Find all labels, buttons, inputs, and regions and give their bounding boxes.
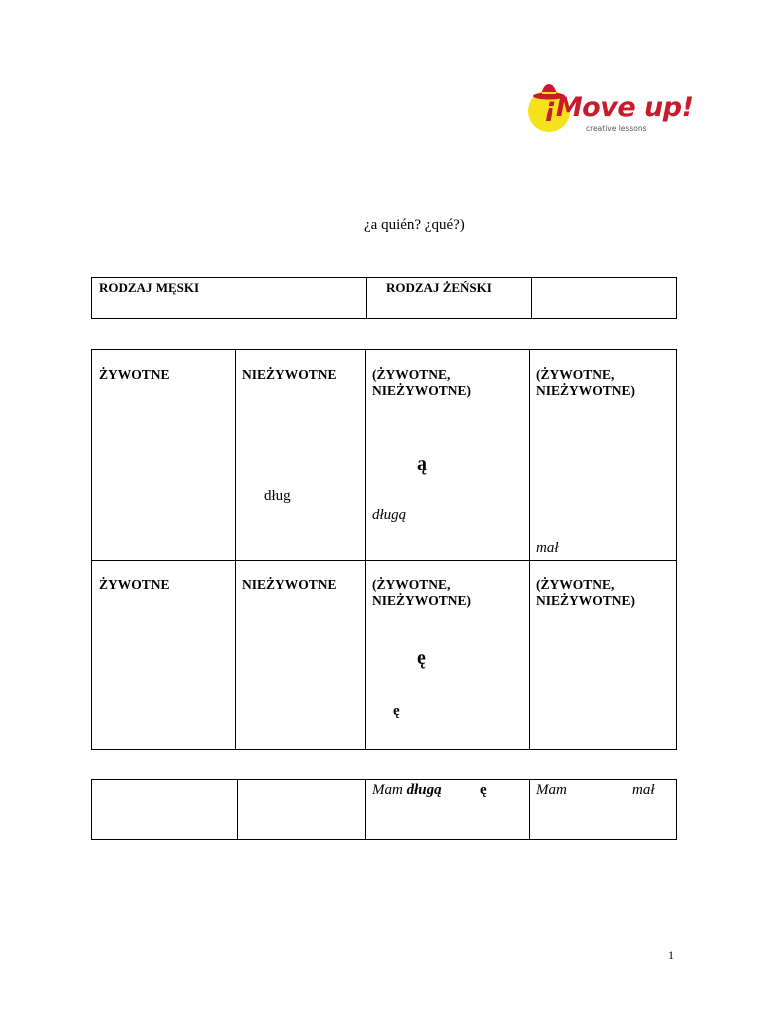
example-sentence-1 [372, 782, 442, 799]
row1-extra-label: (ŻYWOTNE, NIEŻYWOTNE) [536, 367, 636, 398]
row2-extra-cell [530, 561, 677, 750]
row2-letter-e: ę [417, 647, 426, 669]
page-number: 1 [668, 948, 674, 962]
header-female-label: RODZAJ ŻEŃSKI [386, 280, 492, 295]
row2-small-e: ę [393, 703, 400, 719]
example-mam-2: Mam [536, 782, 567, 798]
row1-inanimate-cell [236, 350, 366, 561]
row1-letter-a: ą [417, 453, 427, 475]
row1-animate-label: ŻYWOTNE [99, 367, 170, 382]
row2-female-label: (ŻYWOTNE, NIEŻYWOTNE) [372, 577, 472, 608]
declension-table [91, 349, 677, 750]
logo-text: ¡Move up! [544, 92, 694, 123]
example-cell-1 [92, 780, 238, 840]
example-word-dluga: długą [406, 782, 442, 798]
row1-female-label: (ŻYWOTNE, NIEŻYWOTNE) [372, 367, 472, 398]
row1-female-cell [366, 350, 530, 561]
header-cell-female [367, 278, 532, 319]
row2-extra-label: (ŻYWOTNE, NIEŻYWOTNE) [536, 577, 636, 608]
example-cell-4 [530, 780, 677, 840]
header-cell-extra [532, 278, 677, 319]
example-cell-2 [238, 780, 366, 840]
row1-word-mal: mał [536, 540, 559, 556]
table-row [92, 561, 677, 750]
row2-female-cell [366, 561, 530, 750]
row2-inanimate-cell [236, 561, 366, 750]
table-row [92, 780, 677, 840]
gender-header-table [91, 277, 677, 319]
row1-word-dluga: długą [372, 507, 407, 523]
row2-inanimate-label: NIEŻYWOTNE [242, 577, 337, 592]
row2-animate-cell [92, 561, 236, 750]
row1-animate-cell [92, 350, 236, 561]
table-row [92, 350, 677, 561]
example-letter-e: ę [480, 782, 487, 798]
example-table [91, 779, 677, 840]
example-cell-3 [366, 780, 530, 840]
logo-subtitle: creative lessons [586, 124, 647, 133]
header-male-label: RODZAJ MĘSKI [99, 280, 200, 295]
question-line: ¿a quién? ¿qué?) [364, 217, 465, 233]
row2-animate-label: ŻYWOTNE [99, 577, 170, 592]
row1-word-dlug: dług [264, 488, 291, 504]
example-mam-1: Mam [372, 782, 407, 798]
moveup-logo [528, 82, 694, 144]
header-cell-male [92, 278, 367, 319]
row1-inanimate-label: NIEŻYWOTNE [242, 367, 337, 382]
example-word-mal: mał [632, 782, 655, 798]
row1-extra-cell [530, 350, 677, 561]
